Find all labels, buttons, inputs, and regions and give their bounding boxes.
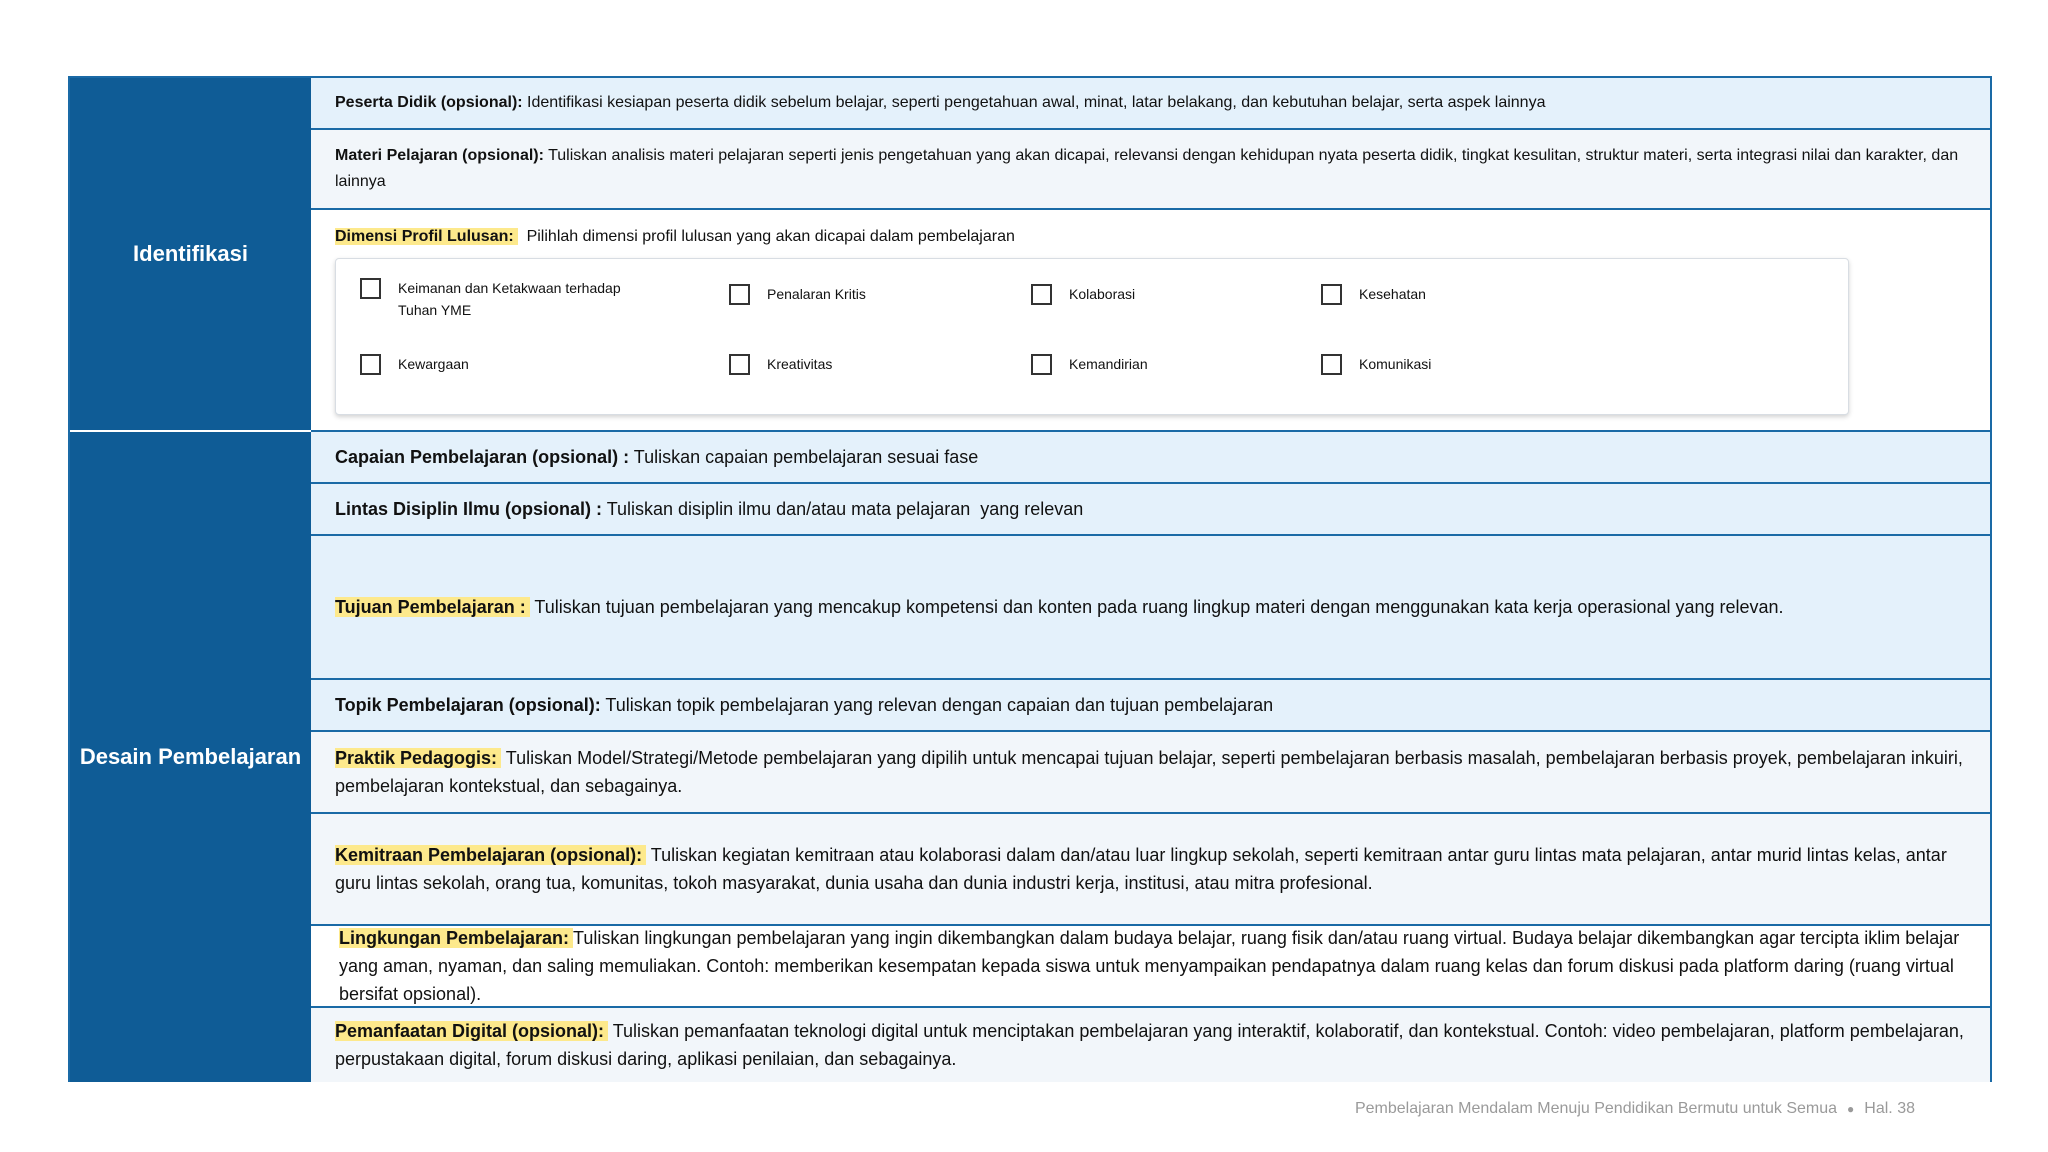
row-peserta-didik bbox=[311, 78, 1990, 130]
checkbox[interactable] bbox=[1321, 284, 1342, 305]
checkbox[interactable] bbox=[729, 354, 750, 375]
option-komunikasi[interactable]: Komunikasi bbox=[1321, 353, 1431, 375]
option-kreativitas[interactable]: Kreativitas bbox=[729, 353, 832, 375]
materi-text: Tuliskan analisis materi pelajaran seperti jenis pengetahuan yang akan dicapai, relevansi dengan kehidupan nyata peserta didik, tingkat kesulitan, struktur materi, serta integrasi nilai dan karakter, dan lainnya bbox=[335, 147, 1959, 190]
row-capaian bbox=[311, 432, 1990, 484]
lingkungan-label: Lingkungan Pembelajaran: bbox=[339, 928, 573, 948]
checkbox[interactable] bbox=[1031, 354, 1052, 375]
peserta-text: Identifikasi kesiapan peserta didik sebelum belajar, seperti pengetahuan awal, minat, latar belakang, dan kebutuhan belajar, serta aspek lainnya bbox=[522, 94, 1546, 111]
peserta-label: Peserta Didik (opsional): bbox=[335, 94, 523, 111]
kemitraan-label: Kemitraan Pembelajaran (opsional): bbox=[335, 845, 646, 865]
topik-label: Topik Pembelajaran (opsional): bbox=[335, 695, 601, 715]
row-praktik-pedagogis bbox=[311, 732, 1990, 814]
topik-text: Tuliskan topik pembelajaran yang relevan dengan capaian dan tujuan pembelajaran bbox=[600, 695, 1274, 715]
page-footer bbox=[1355, 1100, 1915, 1118]
praktik-text: Tuliskan Model/Strategi/Metode pembelajaran yang dipilih untuk mencapai tujuan belajar, seperti pembelajaran berbasis masalah, pembelajaran berbasis proyek, pembelajaran inkuiri, pembelajaran kontekstual, dan sebagainya. bbox=[335, 748, 1963, 796]
checkbox[interactable] bbox=[1321, 354, 1342, 375]
row-pemanfaatan-digital bbox=[311, 1008, 1990, 1082]
section-identifikasi: Identifikasi bbox=[70, 78, 311, 432]
lesson-plan-table bbox=[68, 76, 1992, 1082]
page-number: Hal. 38 bbox=[1864, 1100, 1915, 1117]
option-kesehatan[interactable]: Kesehatan bbox=[1321, 283, 1426, 305]
row-dimensi-profil bbox=[311, 210, 1990, 432]
row-lintas-disiplin bbox=[311, 484, 1990, 536]
praktik-label: Praktik Pedagogis: bbox=[335, 748, 501, 768]
lingkungan-text: Tuliskan lingkungan pembelajaran yang ingin dikembangkan dalam budaya belajar, ruang fisik dan/atau ruang virtual. Budaya belajar dikembangkan agar tercipta iklim belajar yang aman, nyaman, dan saling memuliakan. Contoh: memberikan kesempatan kepada siswa untuk menyampaikan pendapatnya dalam ruang kelas dan forum diskusi pada platform daring (ruang virtual bersifat opsional). bbox=[339, 928, 1960, 1004]
kemitraan-text: Tuliskan kegiatan kemitraan atau kolaborasi dalam dan/atau luar lingkup sekolah, seperti kemitraan antar guru lintas mata pelajaran, antar murid lintas kelas, antar guru lintas sekolah, orang tua, komunitas, tokoh masyarakat, dunia usaha dan dunia industri kerja, institusi, atau mitra profesional. bbox=[335, 845, 1947, 893]
checkbox[interactable] bbox=[360, 354, 381, 375]
checkbox[interactable] bbox=[1031, 284, 1052, 305]
row-lingkungan bbox=[311, 926, 1990, 1008]
checkbox[interactable] bbox=[360, 278, 381, 299]
option-penalaran-kritis[interactable]: Penalaran Kritis bbox=[729, 283, 866, 305]
materi-label: Materi Pelajaran (opsional): bbox=[335, 147, 544, 164]
row-topik bbox=[311, 680, 1990, 732]
digital-text: Tuliskan pemanfaatan teknologi digital untuk menciptakan pembelajaran yang interaktif, kolaboratif, dan kontekstual. Contoh: video pembelajaran, platform pembelajaran, perpustakaan digital, forum diskusi daring, aplikasi penilaian, dan sebagainya. bbox=[335, 1021, 1964, 1069]
row-kemitraan bbox=[311, 814, 1990, 926]
lintas-label: Lintas Disiplin Ilmu (opsional) : bbox=[335, 499, 603, 519]
capaian-label: Capaian Pembelajaran (opsional) : bbox=[335, 447, 630, 467]
option-kemandirian[interactable]: Kemandirian bbox=[1031, 353, 1148, 375]
bullet-icon: ● bbox=[1847, 1102, 1855, 1116]
lintas-text: Tuliskan disiplin ilmu dan/atau mata pelajaran yang relevan bbox=[602, 499, 1084, 519]
checkbox[interactable] bbox=[729, 284, 750, 305]
option-kewargaan[interactable]: Kewargaan bbox=[360, 353, 469, 375]
option-keimanan[interactable]: Keimanan dan Ketakwaan terhadap Tuhan YME bbox=[360, 277, 650, 321]
footer-title: Pembelajaran Mendalam Menuju Pendidikan Bermutu untuk Semua bbox=[1354, 1100, 1838, 1117]
section-desain-pembelajaran: Desain Pembelajaran bbox=[70, 432, 311, 1082]
tujuan-text: Tuliskan tujuan pembelajaran yang mencakup kompetensi dan konten pada ruang lingkup materi dengan menggunakan kata kerja operasional yang relevan. bbox=[529, 597, 1784, 617]
row-materi-pelajaran bbox=[311, 130, 1990, 210]
capaian-text: Tuliskan capaian pembelajaran sesuai fase bbox=[629, 447, 979, 467]
dimensi-options-card bbox=[335, 258, 1849, 415]
option-kolaborasi[interactable]: Kolaborasi bbox=[1031, 283, 1135, 305]
dimensi-label: Dimensi Profil Lulusan: bbox=[335, 228, 518, 245]
row-tujuan bbox=[311, 536, 1990, 680]
dimensi-text: Pilihlah dimensi profil lulusan yang akan dicapai dalam pembelajaran bbox=[517, 228, 1015, 245]
digital-label: Pemanfaatan Digital (opsional): bbox=[335, 1021, 608, 1041]
tujuan-label: Tujuan Pembelajaran : bbox=[335, 597, 530, 617]
